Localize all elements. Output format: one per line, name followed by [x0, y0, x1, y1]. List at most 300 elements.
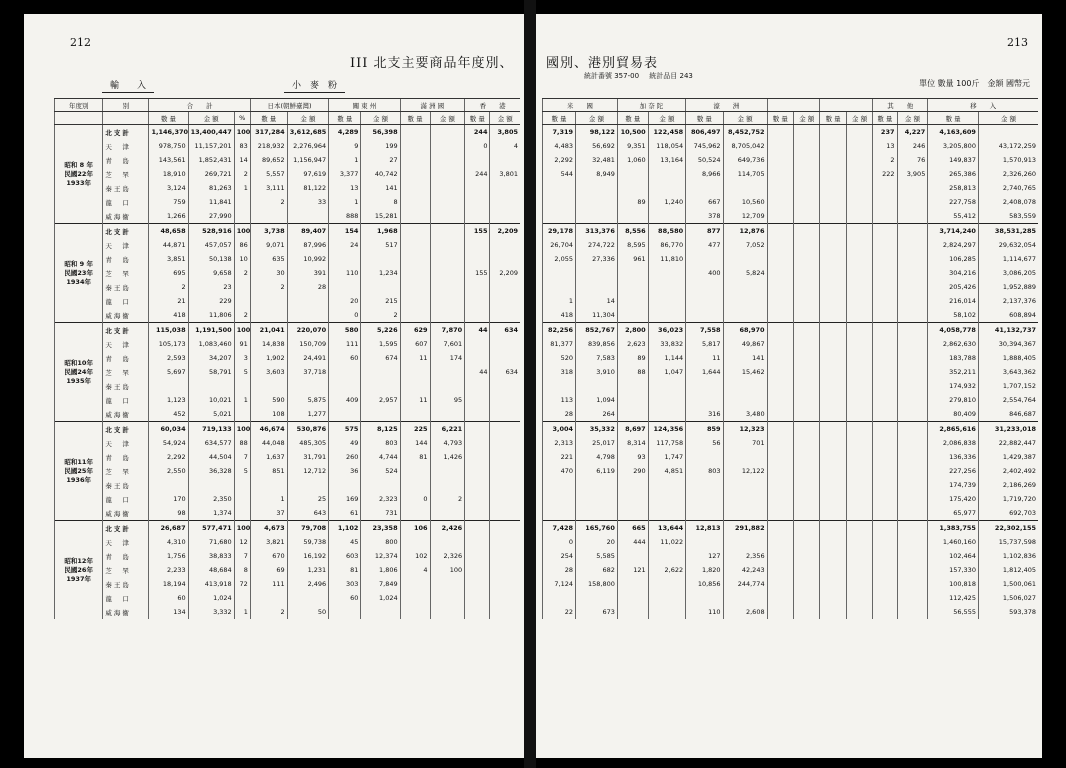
- table-row: [55, 464, 521, 478]
- left-page: [24, 14, 524, 758]
- table-cell: 12: [234, 535, 250, 549]
- table-row: [55, 563, 521, 577]
- table-cell: 12,813: [686, 521, 723, 536]
- table-cell: [846, 422, 872, 437]
- port-label: 芝 罘: [103, 464, 149, 478]
- table-cell: [767, 464, 793, 478]
- table-cell: [794, 393, 820, 407]
- table-cell: [846, 492, 872, 506]
- table-cell: 205,426: [928, 280, 979, 294]
- table-cell: 199: [361, 139, 400, 153]
- table-cell: [648, 549, 685, 563]
- header-kwantung: 關 東 州: [329, 99, 400, 112]
- table-cell: 3,377: [329, 167, 361, 181]
- table-cell: 100,818: [928, 577, 979, 591]
- table-cell: [897, 379, 928, 393]
- table-cell: 27,990: [188, 209, 234, 224]
- table-cell: [767, 605, 793, 619]
- port-label: 北支計: [103, 125, 149, 140]
- table-cell: [617, 266, 648, 280]
- table-cell: [234, 506, 250, 521]
- table-cell: [430, 167, 465, 181]
- table-cell: 1,231: [287, 563, 328, 577]
- subheader-qty: 數 量: [820, 112, 846, 125]
- table-row: [543, 605, 1039, 619]
- table-cell: 1,102: [329, 521, 361, 536]
- table-cell: 97,619: [287, 167, 328, 181]
- table-cell: [648, 280, 685, 294]
- table-cell: 649,736: [723, 153, 767, 167]
- table-cell: [873, 563, 897, 577]
- table-cell: [543, 492, 576, 506]
- table-cell: 3,905: [897, 167, 928, 181]
- table-cell: [873, 591, 897, 605]
- table-cell: 719,133: [188, 422, 234, 437]
- subheader-blank: [103, 112, 149, 125]
- table-cell: [723, 506, 767, 521]
- table-cell: 2,550: [149, 464, 188, 478]
- table-cell: 2,137,376: [978, 294, 1038, 308]
- table-cell: 7,052: [723, 238, 767, 252]
- table-cell: 28: [287, 280, 328, 294]
- table-cell: 118,054: [648, 139, 685, 153]
- table-cell: 1,144: [648, 351, 685, 365]
- table-cell: [794, 478, 820, 492]
- year-line: 昭和 9 年: [64, 259, 93, 268]
- table-cell: [465, 351, 490, 365]
- table-cell: 98,122: [576, 125, 618, 140]
- table-cell: 246: [897, 139, 928, 153]
- table-cell: [873, 521, 897, 536]
- table-cell: [617, 167, 648, 181]
- subheader-amt: 金 額: [897, 112, 928, 125]
- table-row: [543, 181, 1039, 195]
- table-cell: 1,570,913: [978, 153, 1038, 167]
- table-cell: 5,226: [361, 323, 400, 338]
- table-cell: 15,281: [361, 209, 400, 224]
- table-cell: 1,506,027: [978, 591, 1038, 605]
- table-cell: 11: [686, 351, 723, 365]
- table-cell: 803: [361, 436, 400, 450]
- table-cell: 7,583: [576, 351, 618, 365]
- port-label: 秦王島: [103, 181, 149, 195]
- subheader-qty: 數 量: [149, 112, 188, 125]
- table-cell: [490, 549, 520, 563]
- table-cell: [767, 549, 793, 563]
- page-title-right: 國別、港別貿易表: [546, 56, 659, 71]
- table-cell: 7: [234, 450, 250, 464]
- table-cell: [400, 407, 430, 422]
- table-cell: [897, 605, 928, 619]
- port-label: 芝 罘: [103, 266, 149, 280]
- table-cell: 8,452,752: [723, 125, 767, 140]
- table-cell: 1,707,152: [978, 379, 1038, 393]
- table-cell: [873, 379, 897, 393]
- table-cell: 2,209: [490, 224, 520, 239]
- table-cell: [767, 224, 793, 239]
- table-cell: [465, 280, 490, 294]
- table-cell: 4: [490, 139, 520, 153]
- port-label: 北支計: [103, 224, 149, 239]
- table-cell: 3,612,685: [287, 125, 328, 140]
- table-cell: 22,302,155: [978, 521, 1038, 536]
- table-cell: 759: [149, 195, 188, 209]
- subheader-amt: 金 額: [430, 112, 465, 125]
- table-cell: [543, 181, 576, 195]
- table-cell: [723, 280, 767, 294]
- table-cell: 1,812,405: [978, 563, 1038, 577]
- header-port: 別: [103, 99, 149, 112]
- table-cell: [820, 492, 846, 506]
- table-cell: [465, 379, 490, 393]
- year-line: 民國23年: [64, 268, 93, 277]
- table-row: [543, 294, 1039, 308]
- table-cell: [846, 153, 872, 167]
- table-cell: 2,957: [361, 393, 400, 407]
- table-cell: [543, 591, 576, 605]
- table-cell: 3,205,800: [928, 139, 979, 153]
- table-cell: [897, 294, 928, 308]
- table-cell: [897, 393, 928, 407]
- table-cell: [846, 535, 872, 549]
- table-cell: 1: [250, 492, 287, 506]
- table-cell: 5: [234, 464, 250, 478]
- table-cell: [846, 521, 872, 536]
- header-australia: 濠 洲: [686, 99, 767, 112]
- table-cell: 9,658: [188, 266, 234, 280]
- table-cell: [617, 577, 648, 591]
- table-row: [55, 139, 521, 153]
- table-cell: [543, 506, 576, 521]
- table-cell: [430, 365, 465, 379]
- table-cell: 58,102: [928, 308, 979, 323]
- table-cell: 43,172,259: [978, 139, 1038, 153]
- table-cell: [465, 450, 490, 464]
- table-cell: 157,330: [928, 563, 979, 577]
- table-cell: [873, 337, 897, 351]
- table-row: [543, 153, 1039, 167]
- table-cell: 4,058,778: [928, 323, 979, 338]
- table-cell: 452: [149, 407, 188, 422]
- table-cell: 81: [329, 563, 361, 577]
- table-cell: 35,332: [576, 422, 618, 437]
- table-cell: [897, 238, 928, 252]
- table-row: [543, 563, 1039, 577]
- table-cell: 303: [329, 577, 361, 591]
- table-cell: 49,867: [723, 337, 767, 351]
- table-cell: [723, 393, 767, 407]
- unit-note: 單位 數量 100斤 金額 國幣元: [919, 79, 1030, 88]
- table-cell: [794, 238, 820, 252]
- table-cell: [287, 308, 328, 323]
- table-cell: 15,462: [723, 365, 767, 379]
- table-cell: 859: [686, 422, 723, 437]
- table-cell: 391: [287, 266, 328, 280]
- table-cell: [400, 195, 430, 209]
- section-label: 輸 入: [102, 81, 154, 93]
- table-cell: 174: [430, 351, 465, 365]
- table-cell: 3,332: [188, 605, 234, 619]
- table-row: [55, 195, 521, 209]
- table-cell: [430, 238, 465, 252]
- table-cell: [543, 266, 576, 280]
- table-cell: [329, 407, 361, 422]
- table-cell: [897, 365, 928, 379]
- table-cell: 222: [873, 167, 897, 181]
- stat-code-number: 統計番號 357-00: [584, 72, 640, 80]
- table-cell: [250, 478, 287, 492]
- table-cell: 2,554,764: [978, 393, 1038, 407]
- table-cell: 4,483: [543, 139, 576, 153]
- subheader-qty: 數 量: [543, 112, 576, 125]
- table-cell: [767, 308, 793, 323]
- table-row: [543, 478, 1039, 492]
- table-row: [543, 252, 1039, 266]
- table-cell: [794, 521, 820, 536]
- table-cell: 3,821: [250, 535, 287, 549]
- table-row: [55, 521, 521, 536]
- left-data-table: [54, 98, 520, 619]
- table-cell: [794, 591, 820, 605]
- table-cell: 634,577: [188, 436, 234, 450]
- table-cell: 5,824: [723, 266, 767, 280]
- table-cell: 114,705: [723, 167, 767, 181]
- table-cell: [490, 492, 520, 506]
- table-row: [543, 436, 1039, 450]
- table-cell: 31,233,018: [978, 422, 1038, 437]
- table-cell: 2,408,078: [978, 195, 1038, 209]
- port-label: 威海衞: [103, 605, 149, 619]
- table-cell: 3,738: [250, 224, 287, 239]
- table-cell: [648, 379, 685, 393]
- table-cell: 4,673: [250, 521, 287, 536]
- table-cell: [465, 535, 490, 549]
- table-cell: [543, 379, 576, 393]
- table-cell: 5,817: [686, 337, 723, 351]
- table-cell: 26,704: [543, 238, 576, 252]
- table-cell: [873, 266, 897, 280]
- table-cell: [897, 521, 928, 536]
- table-cell: 91: [234, 337, 250, 351]
- table-cell: [767, 125, 793, 140]
- table-cell: 174,932: [928, 379, 979, 393]
- table-cell: [767, 294, 793, 308]
- table-cell: 24,491: [287, 351, 328, 365]
- table-cell: [490, 506, 520, 521]
- table-cell: [576, 266, 618, 280]
- table-row: [55, 308, 521, 323]
- table-cell: 49: [329, 436, 361, 450]
- subheader-amt: 金 額: [490, 112, 520, 125]
- subheader-amt: 金 額: [576, 112, 618, 125]
- table-cell: 1,024: [188, 591, 234, 605]
- table-cell: [897, 506, 928, 521]
- table-cell: [820, 181, 846, 195]
- table-cell: 1,852,431: [188, 153, 234, 167]
- table-cell: 635: [250, 252, 287, 266]
- table-cell: 25,017: [576, 436, 618, 450]
- table-cell: 33: [287, 195, 328, 209]
- table-cell: [873, 450, 897, 464]
- port-label: 秦王島: [103, 577, 149, 591]
- table-row: [55, 605, 521, 619]
- table-cell: [234, 591, 250, 605]
- port-label: 威海衞: [103, 209, 149, 224]
- table-cell: 38,531,285: [978, 224, 1038, 239]
- table-cell: 80,409: [928, 407, 979, 422]
- table-cell: 695: [149, 266, 188, 280]
- table-cell: [465, 195, 490, 209]
- table-cell: 851: [250, 464, 287, 478]
- table-cell: 59,738: [287, 535, 328, 549]
- table-cell: 136,336: [928, 450, 979, 464]
- table-cell: 13,644: [648, 521, 685, 536]
- subheader-amt: 金 額: [846, 112, 872, 125]
- table-cell: [794, 605, 820, 619]
- table-cell: [617, 492, 648, 506]
- table-cell: 8,556: [617, 224, 648, 239]
- port-label: 天 津: [103, 139, 149, 153]
- table-cell: [897, 266, 928, 280]
- table-cell: [648, 407, 685, 422]
- table-cell: [430, 506, 465, 521]
- commodity-label: 小 麥 粉: [284, 81, 345, 93]
- table-cell: 100: [234, 422, 250, 437]
- table-cell: 2,276,964: [287, 139, 328, 153]
- table-cell: [820, 351, 846, 365]
- table-cell: 170: [149, 492, 188, 506]
- table-cell: [820, 252, 846, 266]
- table-row: [55, 224, 521, 239]
- table-cell: 102,464: [928, 549, 979, 563]
- table-cell: 8,125: [361, 422, 400, 437]
- table-cell: 800: [361, 535, 400, 549]
- table-cell: 100: [430, 563, 465, 577]
- table-cell: 141: [723, 351, 767, 365]
- table-cell: [820, 450, 846, 464]
- table-cell: 1,191,500: [188, 323, 234, 338]
- table-cell: [873, 365, 897, 379]
- subheader-qty: 數 量: [617, 112, 648, 125]
- table-cell: [873, 478, 897, 492]
- table-cell: 29,178: [543, 224, 576, 239]
- table-cell: 106: [400, 521, 430, 536]
- table-cell: [820, 266, 846, 280]
- table-cell: 3,851: [149, 252, 188, 266]
- table-cell: 9: [329, 139, 361, 153]
- table-cell: [329, 605, 361, 619]
- table-row: [55, 181, 521, 195]
- table-cell: [617, 549, 648, 563]
- table-cell: [794, 125, 820, 140]
- table-cell: 731: [361, 506, 400, 521]
- table-cell: 154: [329, 224, 361, 239]
- table-cell: [686, 492, 723, 506]
- table-cell: [978, 125, 1038, 140]
- port-label: 青 島: [103, 450, 149, 464]
- table-cell: 701: [723, 436, 767, 450]
- table-cell: [873, 224, 897, 239]
- header-transfer: 移 入: [928, 99, 1038, 112]
- table-cell: 457,057: [188, 238, 234, 252]
- table-cell: 71,680: [188, 535, 234, 549]
- table-cell: 629: [400, 323, 430, 338]
- table-cell: 44,504: [188, 450, 234, 464]
- table-cell: 3,086,205: [978, 266, 1038, 280]
- table-cell: 318: [543, 365, 576, 379]
- table-cell: 2,800: [617, 323, 648, 338]
- table-cell: 1,500,061: [978, 577, 1038, 591]
- table-cell: [820, 308, 846, 323]
- year-line: 1936年: [66, 475, 91, 484]
- table-cell: [400, 280, 430, 294]
- table-cell: 2,824,297: [928, 238, 979, 252]
- table-cell: 30,394,367: [978, 337, 1038, 351]
- table-cell: 117,758: [648, 436, 685, 450]
- table-cell: [648, 591, 685, 605]
- table-cell: [820, 605, 846, 619]
- table-cell: 1,266: [149, 209, 188, 224]
- table-cell: [400, 181, 430, 195]
- table-cell: 806,497: [686, 125, 723, 140]
- subheader-amt: 金 額: [648, 112, 685, 125]
- table-cell: [361, 478, 400, 492]
- table-cell: [767, 139, 793, 153]
- table-cell: [490, 464, 520, 478]
- year-line: 昭和10年: [64, 358, 93, 367]
- table-cell: [873, 209, 897, 224]
- table-row: [55, 591, 521, 605]
- table-row: [543, 422, 1039, 437]
- table-cell: [897, 577, 928, 591]
- table-cell: [873, 308, 897, 323]
- subheader-qty: 數 量: [250, 112, 287, 125]
- table-cell: [794, 209, 820, 224]
- table-cell: [846, 478, 872, 492]
- table-cell: 608,894: [978, 308, 1038, 323]
- table-cell: [617, 308, 648, 323]
- table-cell: 220,070: [287, 323, 328, 338]
- year-line: 民國24年: [64, 367, 93, 376]
- table-cell: 1,820: [686, 563, 723, 577]
- table-row: [55, 535, 521, 549]
- table-row: [543, 139, 1039, 153]
- table-cell: 1,146,370: [149, 125, 188, 140]
- table-cell: 2,313: [543, 436, 576, 450]
- port-label: 青 島: [103, 351, 149, 365]
- subheader-qty: 數 量: [928, 112, 979, 125]
- table-cell: [400, 238, 430, 252]
- table-cell: 45: [329, 535, 361, 549]
- port-label: 秦王島: [103, 280, 149, 294]
- table-cell: 244: [465, 125, 490, 140]
- table-cell: [723, 478, 767, 492]
- table-cell: [400, 464, 430, 478]
- table-cell: 18,910: [149, 167, 188, 181]
- table-cell: 4,289: [329, 125, 361, 140]
- table-cell: 76: [897, 153, 928, 167]
- table-cell: [767, 280, 793, 294]
- table-cell: [430, 209, 465, 224]
- table-cell: [820, 365, 846, 379]
- table-cell: 13,400,447: [188, 125, 234, 140]
- table-cell: [490, 521, 520, 536]
- table-cell: [767, 351, 793, 365]
- table-cell: [873, 436, 897, 450]
- table-cell: [820, 506, 846, 521]
- table-cell: [617, 506, 648, 521]
- table-cell: [430, 224, 465, 239]
